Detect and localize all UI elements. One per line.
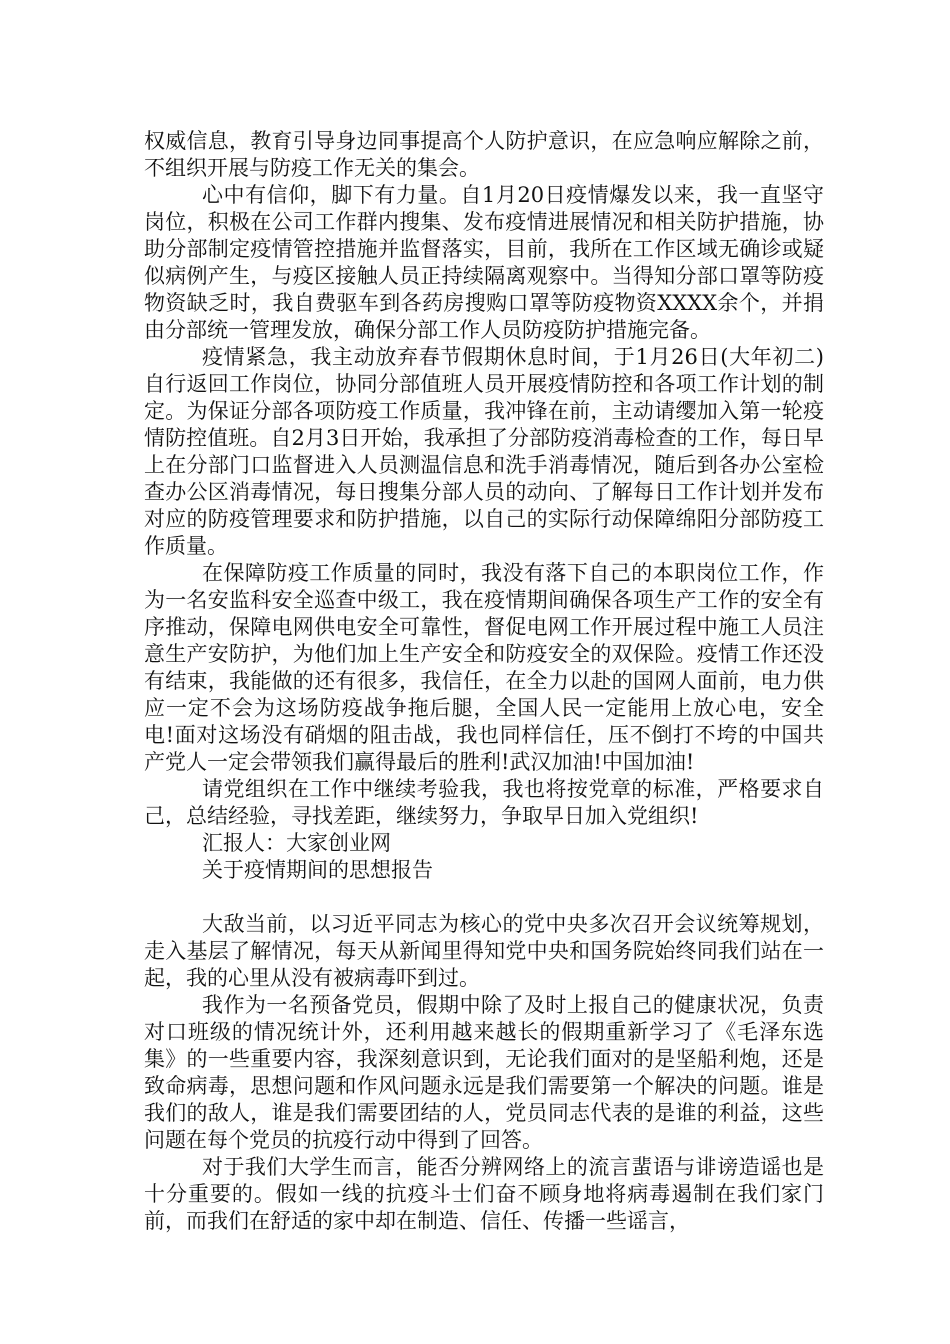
- report-title: 关于疫情期间的思想报告: [202, 858, 433, 882]
- document-page: [144, 128, 824, 1235]
- paragraph-3: 疫情紧急，我主动放弃春节假期休息时间，于1月26日(大年初二)自行返回工作岗位，协同分部值班人员开展疫情防控和各项工作计划的制定。为保证分部各项防疫工作质量，我冲锋在前，主动请缨加入第一轮疫情防控值班。自2月3日开始，我承担了分部防疫消毒检查的工作，每日早上在分部门口监督进入人员测温信息和洗手消毒情况，随后到各办公室检查办公区消毒情况，每日搜集分部人员的动向、了解每日工作计划并发布对应的防疫管理要求和防护措施，以自己的实际行动保障绵阳分部防疫工作质量。: [144, 345, 824, 558]
- paragraph-2: 心中有信仰，脚下有力量。自1月20日疫情爆发以来，我一直坚守岗位，积极在公司工作群内搜集、发布疫情进展情况和相关防护措施，协助分部制定疫情管控措施并监督落实，目前，我所在工作区域无确诊或疑似病例产生，与疫区接触人员正持续隔离观察中。当得知分部口罩等防疫物资缺乏时，我自费驱车到各药房搜购口罩等防疫物资XXXX余个，并捐由分部统一管理发放，确保分部工作人员防疫防护措施完备。: [144, 183, 824, 342]
- blank-line: [144, 884, 824, 911]
- paragraph-7: 我作为一名预备党员，假期中除了及时上报自己的健康状况，负责对口班级的情况统计外，还利用越来越长的假期重新学习了《毛泽东选集》的一些重要内容，我深刻意识到，无论我们面对的是坚船利炮，还是致命病毒，思想问题和作风问题永远是我们需要第一个解决的问题。谁是我们的敌人，谁是我们需要团结的人，党员同志代表的是谁的利益，这些问题在每个党员的抗疫行动中得到了回答。: [144, 993, 824, 1152]
- reporter-line: 汇报人：大家创业网: [202, 831, 391, 855]
- paragraph-5: 请党组织在工作中继续考验我，我也将按党章的标准，严格要求自己，总结经验，寻找差距，继续努力，争取早日加入党组织!: [144, 777, 824, 828]
- paragraph-8: 对于我们大学生而言，能否分辨网络上的流言蜚语与诽谤造谣也是十分重要的。假如一线的抗疫斗士们奋不顾身地将病毒遏制在我们家门前，而我们在舒适的家中却在制造、信任、传播一些谣言，: [144, 1155, 824, 1233]
- paragraph-1: 权威信息，教育引导身边同事提高个人防护意识，在应急响应解除之前，不组织开展与防疫工作无关的集会。: [144, 129, 824, 180]
- paragraph-4: 在保障防疫工作质量的同时，我没有落下自己的本职岗位工作，作为一名安监科安全巡查中级工，我在疫情期间确保各项生产工作的安全有序推动，保障电网供电安全可靠性，督促电网工作开展过程中施工人员注意生产安防护，为他们加上生产安全和防疫安全的双保险。疫情工作还没有结束，我能做的还有很多，我信任，在全力以赴的国网人面前，电力供应一定不会为这场防疫战争拖后腿，全国人民一定能用上放心电，安全电!面对这场没有硝烟的阻击战，我也同样信任，压不倒打不垮的中国共产党人一定会带领我们赢得最后的胜利!武汉加油!中国加油!: [144, 561, 824, 774]
- paragraph-6: 大敌当前，以习近平同志为核心的党中央多次召开会议统筹规划，走入基层了解情况，每天从新闻里得知党中央和国务院始终同我们站在一起，我的心里从没有被病毒吓到过。: [144, 912, 824, 990]
